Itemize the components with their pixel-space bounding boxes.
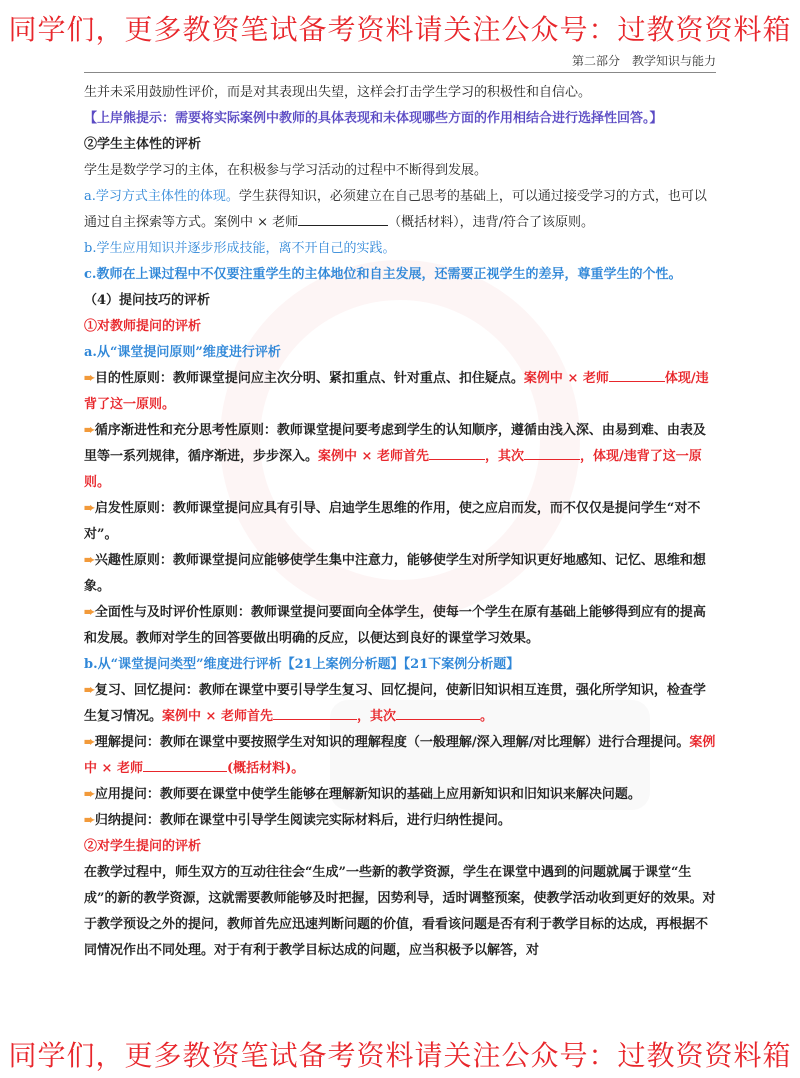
heading-principles: a.从“课堂提问原则”维度进行评析 <box>84 345 281 360</box>
paragraph-subject: 学生是数学学习的主体，在积极参与学习活动的过程中不断得到发展。 <box>84 163 488 178</box>
tip-box: 【上岸熊提示：需要将实际案例中教师的具体表现和未体现哪些方面的作用相结合进行选择性回答。】 <box>84 111 663 126</box>
fill-blank <box>429 445 485 460</box>
type-induce <box>84 808 716 834</box>
heading-teacher-questions: ①对教师提问的评析 <box>84 319 202 334</box>
principle-interest <box>84 548 716 600</box>
arrow-icon: ➨ <box>84 605 95 620</box>
type-review-red2: ，其次 <box>356 709 396 724</box>
principle-inspire-text: 启发性原则：教师课堂提问应具有引导、启迪学生思维的作用，使之应启而发，而不仅仅是提问学生“对不对”。 <box>84 501 701 542</box>
arrow-icon: ➨ <box>84 813 95 828</box>
type-induce-text: 归纳提问：教师在课堂中引导学生阅读完实际材料后，进行归纳性提问。 <box>94 813 511 828</box>
heading-types: b.从“课堂提问类型”维度进行评析【21上案例分析题】【21下案例分析题】 <box>84 657 520 672</box>
heading-subject: ②学生主体性的评析 <box>84 137 202 152</box>
principle-inspire <box>84 496 716 548</box>
type-review-text: 复习、回忆提问：教师在课堂中要引导学生复习、回忆提问，使新旧知识相互连贯，强化所学知识，检查学生复习情况。 <box>84 683 706 724</box>
principle-order-red2: ，其次 <box>484 449 524 464</box>
type-understand-red2: (概括材料)。 <box>226 761 305 776</box>
heading-questioning: （4）提问技巧的评析 <box>84 293 211 308</box>
fill-blank <box>273 705 357 720</box>
principle-all <box>84 600 716 652</box>
type-review <box>84 678 716 730</box>
fill-blank <box>143 757 227 772</box>
arrow-icon: ➨ <box>84 787 95 802</box>
promo-banner-bottom: 同学们，更多教资笔试备考资料请关注公众号：过教资资料箱 <box>8 1039 792 1072</box>
item-c: c.教师在上课过程中不仅要注重学生的主体地位和自主发展，还需要正视学生的差异，尊重学生的个性。 <box>84 267 682 282</box>
type-apply <box>84 782 716 808</box>
principle-interest-text: 兴趣性原则：教师课堂提问应能够使学生集中注意力，能够使学生对所学知识更好地感知、记忆、思维和想象。 <box>84 553 706 594</box>
arrow-icon: ➨ <box>84 371 95 386</box>
principle-goal-red: 案例中 × 老师 <box>523 371 609 386</box>
paragraph-final: 在教学过程中，师生双方的互动往往会“生成”一些新的教学资源，学生在课堂中遇到的问题就属于课堂“生成”的新的教学资源，这就需要教师能够及时把握，因势利导，适时调整预案，使教学活动收到更好的效果。对于教学预设之外的提问，教师首先应迅速判断问题的价值，看看该问题是否有利于教学目标的达成，再根据不同情况作出不同处理。对于有利于教学目标达成的问题，应当积极予以解答，对 <box>84 865 716 958</box>
arrow-icon: ➨ <box>84 683 95 698</box>
heading-student-questions: ②对学生提问的评析 <box>84 839 202 854</box>
principle-order-text: 循序渐进性和充分思考性原则：教师课堂提问要考虑到学生的认知顺序，遵循由浅入深、由易到难、由表及里等一系列规律，循序渐进，步步深入。 <box>84 423 706 464</box>
principle-goal-text: 目的性原则：教师课堂提问应主次分明、紧扣重点、针对重点、扣住疑点。 <box>94 371 524 386</box>
principle-order-red3: ，体现/违背了这一原则。 <box>84 449 702 490</box>
type-review-red3: 。 <box>479 709 493 724</box>
principle-goal <box>84 366 716 418</box>
type-review-red1: 案例中 × 老师首先 <box>162 709 273 724</box>
paragraph-line: 生并未采用鼓励性评价，而是对其表现出失望，这样会打击学生学习的积极性和自信心。 <box>84 85 592 100</box>
page-content <box>84 80 716 964</box>
item-a-text: 学生获得知识，必须建立在自己思考的基础上，可以通过接受学习的方式，也可以通过自主探索等方式。案例中 × 老师 <box>84 189 707 230</box>
arrow-icon: ➨ <box>84 553 95 568</box>
type-understand-red1: 案例中 × 老师 <box>84 735 716 776</box>
arrow-icon: ➨ <box>84 735 95 750</box>
principle-order-red1: 案例中 × 老师首先 <box>318 449 429 464</box>
principle-all-text: 全面性与及时评价性原则：教师课堂提问要面向全体学生，使每一个学生在原有基础上能够得到应有的提高和发展。教师对学生的回答要做出明确的反应，以便达到良好的课堂学习效果。 <box>84 605 706 646</box>
arrow-icon: ➨ <box>84 501 95 516</box>
fill-blank <box>524 445 580 460</box>
type-understand <box>84 730 716 782</box>
type-understand-text: 理解提问：教师在课堂中要按照学生对知识的理解程度（一般理解/深入理解/对比理解）进行合理提问。 <box>94 735 690 750</box>
item-b: b.学生应用知识并逐步形成技能，离不开自己的实践。 <box>84 241 396 256</box>
fill-blank <box>298 211 388 226</box>
item-a <box>84 184 716 236</box>
promo-banner-top: 同学们，更多教资笔试备考资料请关注公众号：过教资资料箱 <box>8 13 792 46</box>
type-apply-text: 应用提问：教师要在课堂中使学生能够在理解新知识的基础上应用新知识和旧知识来解决问题。 <box>94 787 641 802</box>
principle-order <box>84 418 716 496</box>
item-a-tail: （概括材料），违背/符合了该原则。 <box>388 215 595 230</box>
fill-blank <box>609 367 665 382</box>
arrow-icon: ➨ <box>84 423 95 438</box>
section-label: 第二部分 教学知识与能力 <box>571 54 716 68</box>
item-a-label: a.学习方式主体性的体现。 <box>84 189 239 204</box>
header-rule <box>84 72 716 73</box>
principle-goal-red-tail: 体现/违背了这一原则。 <box>84 371 709 412</box>
fill-blank <box>396 705 480 720</box>
